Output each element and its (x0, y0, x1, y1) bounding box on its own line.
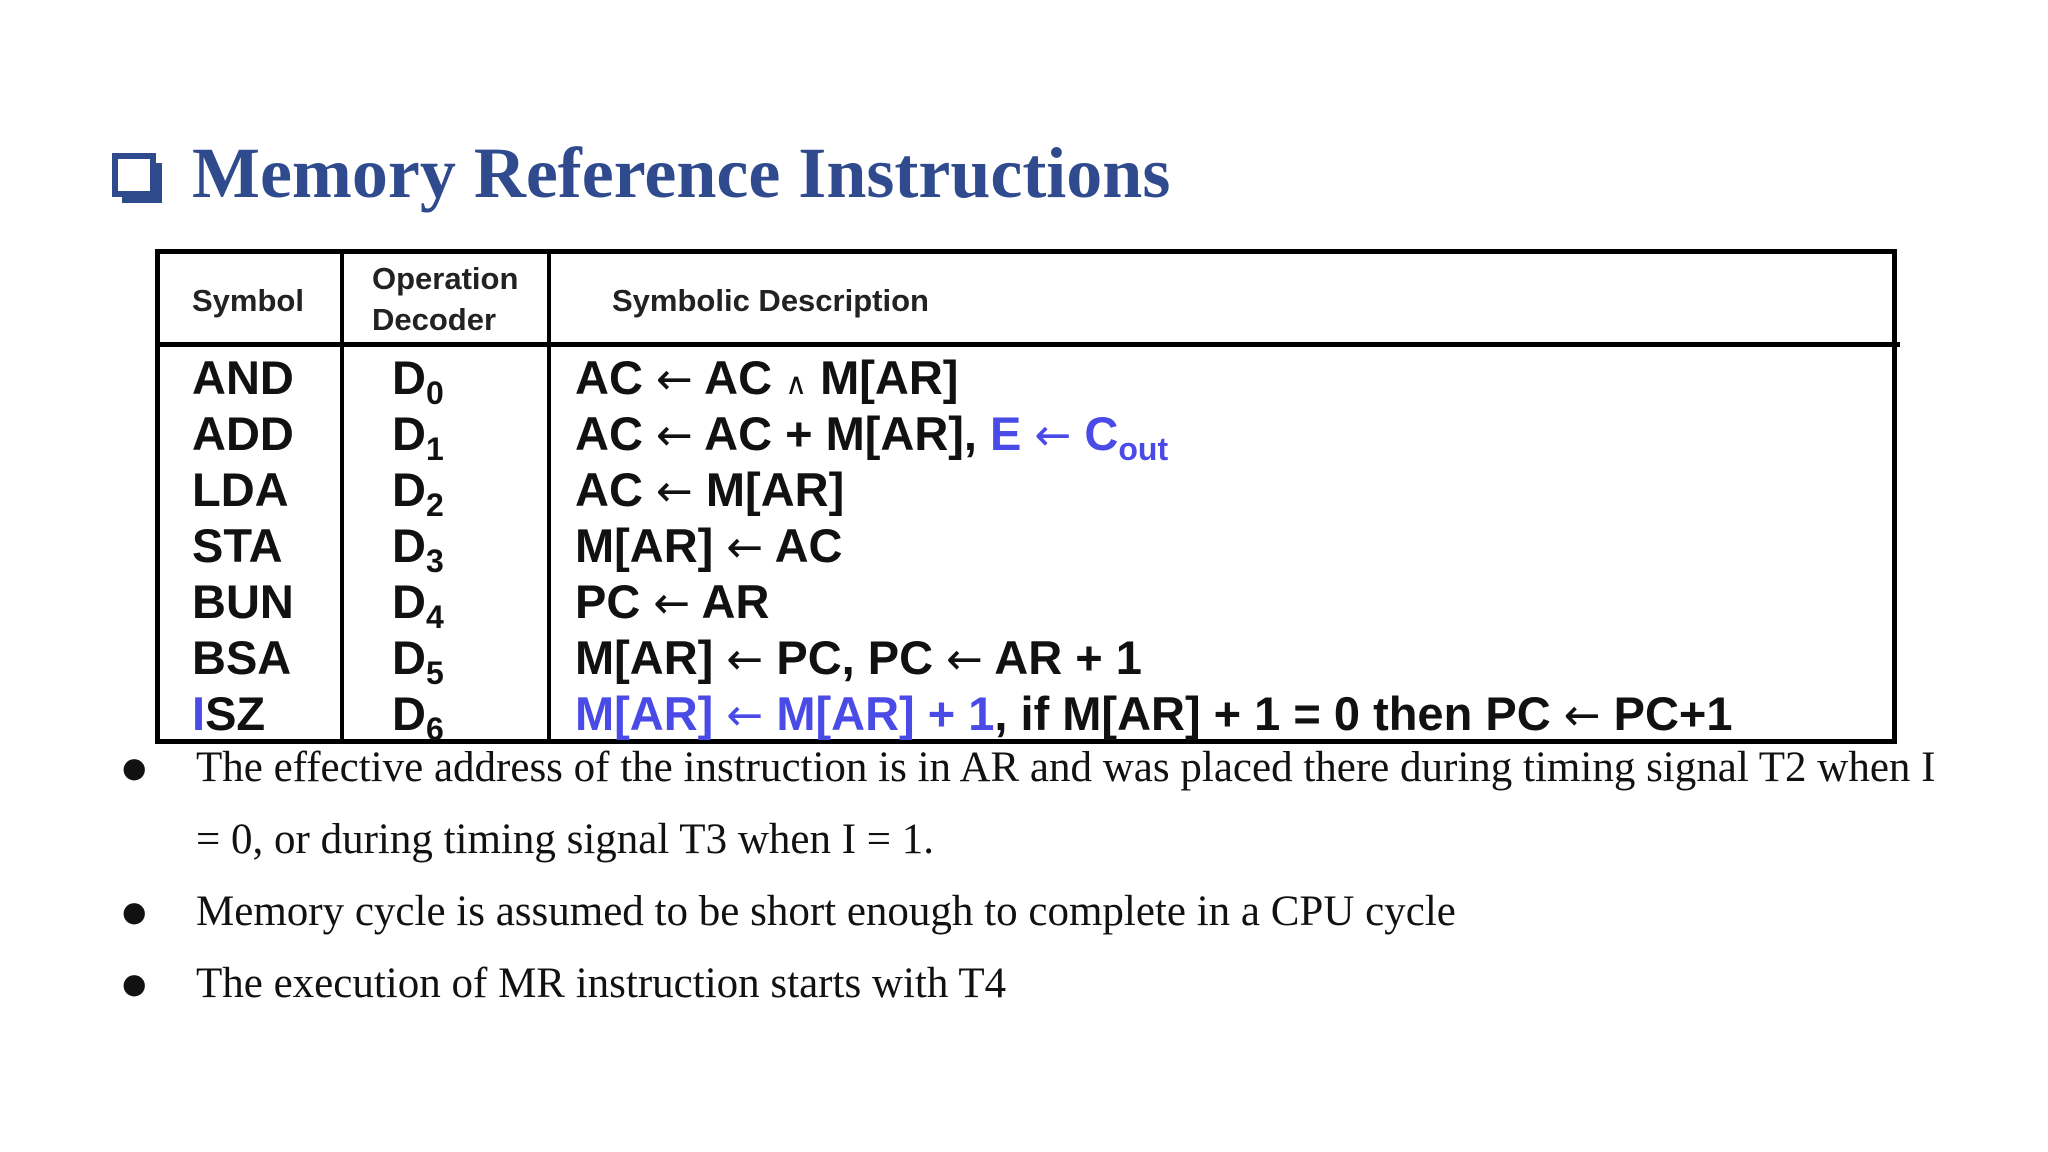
bullet-text: The execution of MR instruction starts with T4 (196, 960, 1007, 1007)
instruction-table (155, 249, 1897, 747)
left-arrow-icon: ← (1563, 690, 1601, 741)
description-text: C (1071, 407, 1119, 460)
description-text: PC, PC (763, 631, 947, 684)
cell-description (575, 462, 844, 520)
cell-symbol (192, 350, 294, 406)
cell-decoder (392, 462, 444, 523)
bullet-item (112, 948, 1942, 1020)
table-row (160, 462, 1892, 523)
header-decoder (372, 258, 518, 340)
cell-description (575, 518, 842, 576)
left-arrow-icon: ← (726, 634, 764, 685)
symbol-text: SZ (205, 687, 266, 740)
header-symbol: Symbol (192, 283, 304, 318)
bullet-dot-icon: ● (122, 967, 147, 1000)
symbol-text: LDA (192, 463, 289, 516)
description-text: , if M[AR] + 1 = 0 then PC (994, 687, 1564, 740)
description-text: PC (575, 575, 654, 628)
description-text: AR + 1 (982, 631, 1142, 684)
bullet-text: The effective address of the instruction is in AR and was placed there during timing signal T2 when I = 0, or during timing signal T3 when I = 1. (196, 744, 1936, 863)
description-text: M[AR] (807, 351, 959, 404)
cell-decoder (392, 518, 444, 579)
cell-decoder (392, 350, 444, 411)
cell-symbol (192, 406, 294, 462)
cell-description (575, 350, 958, 413)
description-text: M[AR] (575, 519, 727, 572)
description-text: AC (692, 351, 786, 404)
description-text: AC (575, 407, 656, 460)
table-header-divider (160, 342, 1900, 347)
description-text: AR (690, 575, 770, 628)
left-arrow-icon: ← (655, 410, 693, 461)
left-arrow-icon: ← (726, 690, 764, 741)
cell-decoder (392, 574, 444, 635)
description-text: ∧ (785, 367, 808, 402)
decoder-letter: D (392, 407, 426, 460)
description-text: M[AR] (575, 687, 727, 740)
table-row (160, 350, 1892, 411)
bullet-dot-icon: ● (122, 751, 147, 784)
symbol-text: BSA (192, 631, 292, 684)
bullet-list (112, 732, 1942, 1020)
bullet-item (112, 732, 1942, 876)
symbol-text: AND (192, 351, 294, 404)
slide-title: Memory Reference Instructions (192, 132, 1171, 213)
description-text: M[AR] (692, 463, 845, 516)
cell-description (575, 630, 1142, 688)
symbol-text: BUN (192, 575, 294, 628)
decoder-letter: D (392, 351, 426, 404)
cell-decoder (392, 406, 444, 467)
decoder-subscript: 0 (425, 375, 444, 411)
decoder-subscript: 3 (425, 543, 444, 579)
cell-decoder (392, 630, 444, 691)
table-row (160, 406, 1892, 467)
symbol-text: ADD (192, 407, 294, 460)
header-decoder-line1: Operation (372, 261, 519, 296)
decoder-letter: D (392, 519, 426, 572)
description-subscript: out (1118, 431, 1169, 467)
left-arrow-icon: ← (653, 578, 691, 629)
cell-description (575, 574, 769, 632)
cell-symbol (192, 462, 289, 518)
left-arrow-icon: ← (1034, 410, 1072, 461)
decoder-subscript: 5 (425, 655, 444, 691)
bullet-item (112, 876, 1942, 948)
description-text: E (990, 407, 1035, 460)
bullet-text: Memory cycle is assumed to be short enough to complete in a CPU cycle (196, 888, 1456, 935)
decoder-letter: D (392, 631, 426, 684)
decoder-letter: D (392, 463, 426, 516)
decoder-letter: D (392, 687, 426, 740)
table-row (160, 574, 1892, 635)
description-text: AC (575, 351, 656, 404)
symbol-text: STA (192, 519, 283, 572)
header-description: Symbolic Description (612, 283, 929, 318)
description-text: PC+1 (1600, 687, 1733, 740)
decoder-letter: D (392, 575, 426, 628)
header-decoder-line2: Decoder (372, 302, 497, 337)
table-row (160, 518, 1892, 579)
description-text: M[AR] (575, 631, 727, 684)
checkbox-bullet-icon (112, 153, 156, 197)
decoder-subscript: 6 (425, 711, 444, 747)
description-text: AC + M[AR], (692, 407, 991, 460)
left-arrow-icon: ← (946, 634, 983, 685)
description-text: AC (575, 463, 656, 516)
decoder-subscript: 1 (425, 431, 444, 467)
description-text: M[AR] + 1 (763, 687, 995, 740)
cell-symbol (192, 518, 283, 574)
left-arrow-icon: ← (655, 466, 693, 517)
left-arrow-icon: ← (655, 354, 693, 405)
decoder-subscript: 2 (425, 487, 444, 523)
bullet-dot-icon: ● (122, 895, 147, 928)
description-text: AC (763, 519, 843, 572)
cell-symbol (192, 630, 291, 686)
table-row (160, 630, 1892, 691)
decoder-subscript: 4 (425, 599, 444, 635)
slide-title-row (112, 118, 1170, 228)
cell-symbol (192, 574, 294, 630)
left-arrow-icon: ← (726, 522, 764, 573)
symbol-highlight: I (192, 687, 206, 740)
cell-description (575, 406, 1169, 467)
